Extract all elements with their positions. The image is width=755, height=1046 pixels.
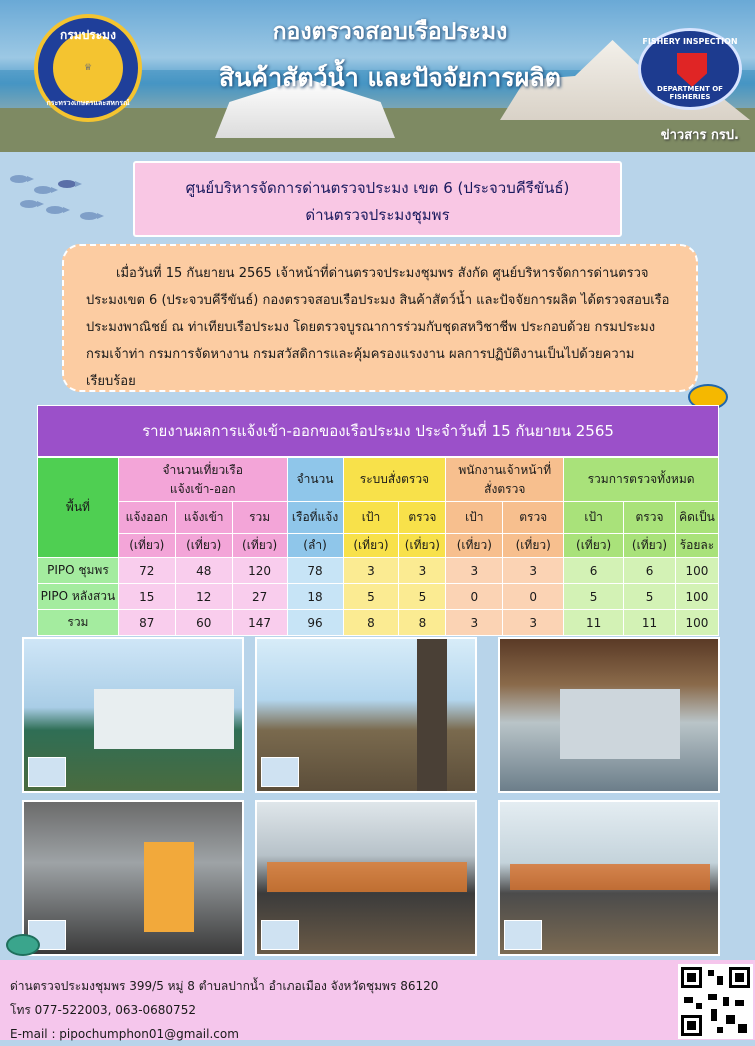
cell-staff-checked: 3	[503, 610, 564, 636]
header-trips-line1: จำนวนเที่ยวเรือ	[162, 462, 243, 477]
photo-crew-lineup	[255, 800, 477, 956]
subheader-out: แจ้งออก	[118, 502, 175, 534]
department-of-fisheries-logo	[34, 14, 142, 122]
map-thumbnail	[261, 920, 299, 950]
fishery-inspection-logo	[638, 28, 742, 110]
photo-fish-hold	[498, 637, 720, 793]
header-trips-line2: แจ้งเข้า-ออก	[169, 481, 236, 496]
unit-trip: (เที่ยว)	[232, 534, 287, 558]
cell-out: 87	[118, 610, 175, 636]
map-thumbnail	[261, 757, 299, 787]
logo-left-bottom-text: กระทรวงเกษตรและสหกรณ์	[46, 99, 130, 107]
page-title-line2: สินค้าสัตว์น้ำ และปัจจัยการผลิต	[219, 63, 561, 92]
header-ships: จำนวน	[287, 458, 343, 502]
cell-sum: 27	[232, 584, 287, 610]
life-vest-shape	[144, 842, 194, 932]
cell-sys-checked: 5	[399, 584, 446, 610]
crew-vests-shape	[267, 862, 467, 892]
cell-staff-target: 3	[446, 610, 503, 636]
cell-in: 60	[175, 610, 232, 636]
unit-trip: (เที่ยว)	[564, 534, 624, 558]
qr-code-icon[interactable]	[678, 964, 753, 1039]
header-area: พื้นที่	[38, 458, 119, 558]
cell-area: รวม	[38, 610, 119, 636]
cell-in: 48	[175, 558, 232, 584]
cell-staff-target: 3	[446, 558, 503, 584]
cell-area: PIPO หลังสวน	[38, 584, 119, 610]
cell-out: 72	[118, 558, 175, 584]
cell-out: 15	[118, 584, 175, 610]
table-row	[38, 584, 719, 610]
footer-address: ด่านตรวจประมงชุมพร 399/5 หมู่ 8 ตำบลปากน้ำ อำเภอเมือง จังหวัดชุมพร 86120	[10, 979, 439, 993]
report-table	[37, 457, 719, 636]
cell-in: 12	[175, 584, 232, 610]
header-total: รวมการตรวจทั้งหมด	[564, 458, 719, 502]
cell-total-target: 6	[564, 558, 624, 584]
cell-percent: 100	[675, 584, 718, 610]
cell-staff-checked: 3	[503, 558, 564, 584]
footer-contact	[0, 960, 755, 1040]
photo-document-check	[22, 800, 244, 956]
subheader-in: แจ้งเข้า	[175, 502, 232, 534]
cell-sys-target: 3	[343, 558, 399, 584]
checkpoint-name: ด่านตรวจประมงชุมพร	[305, 206, 450, 224]
boat-shape	[94, 689, 234, 749]
header-banner	[0, 0, 755, 152]
photo-crew-inspection	[498, 800, 720, 956]
unit-percent: ร้อยละ	[675, 534, 718, 558]
news-tag: ข่าวสาร กรป.	[660, 128, 739, 143]
header-trips	[118, 458, 287, 502]
emblem-icon: ♕	[53, 33, 123, 103]
page-title-line1: กองตรวจสอบเรือประมง	[272, 19, 508, 45]
fish-icon	[10, 175, 28, 183]
header-staff	[446, 458, 564, 502]
cell-percent: 100	[675, 610, 718, 636]
subheader-sum: รวม	[232, 502, 287, 534]
header-staff-line2: สั่งตรวจ	[484, 481, 526, 496]
photo-fishing-boat	[22, 637, 244, 793]
cell-ships: 96	[287, 610, 343, 636]
photo-officer-on-boat	[255, 637, 477, 793]
header-staff-line1: พนักงานเจ้าหน้าที่	[458, 462, 552, 477]
cell-total-checked: 6	[624, 558, 676, 584]
cell-total-target: 11	[564, 610, 624, 636]
fish-icon	[80, 212, 98, 220]
cell-sys-target: 8	[343, 610, 399, 636]
cell-sum: 120	[232, 558, 287, 584]
subheader-staff-checked: ตรวจ	[503, 502, 564, 534]
cell-total-checked: 11	[624, 610, 676, 636]
cell-staff-checked: 0	[503, 584, 564, 610]
subheader-total-checked: ตรวจ	[624, 502, 676, 534]
cell-ships: 18	[287, 584, 343, 610]
crew-vests-shape	[510, 864, 710, 890]
shield-icon	[677, 53, 707, 87]
unit-trip: (เที่ยว)	[343, 534, 399, 558]
subheader-percent: คิดเป็น	[675, 502, 718, 534]
office-name: ศูนย์บริหารจัดการด่านตรวจประมง เขต 6 (ประจวบคีรีขันธ์)	[185, 179, 570, 197]
cell-sum: 147	[232, 610, 287, 636]
unit-trip: (เที่ยว)	[175, 534, 232, 558]
table-row-total	[38, 610, 719, 636]
cell-area: PIPO ชุมพร	[38, 558, 119, 584]
unit-ship: (ลำ)	[287, 534, 343, 558]
cell-sys-target: 5	[343, 584, 399, 610]
logo-right-top-text: FISHERY INSPECTION	[642, 37, 738, 46]
cell-staff-target: 0	[446, 584, 503, 610]
logo-left-top-text: กรมประมง	[60, 28, 116, 42]
qr-pattern	[678, 964, 753, 1039]
cell-total-target: 5	[564, 584, 624, 610]
table-row	[38, 558, 719, 584]
report-title: รายงานผลการแจ้งเข้า-ออกของเรือประมง ประจำวันที่ 15 กันยายน 2565	[37, 405, 719, 457]
cell-total-checked: 5	[624, 584, 676, 610]
map-thumbnail	[28, 757, 66, 787]
header-system: ระบบสั่งตรวจ	[343, 458, 446, 502]
cell-ships: 78	[287, 558, 343, 584]
subheader-total-target: เป้า	[564, 502, 624, 534]
fish-icon	[58, 180, 76, 188]
fish-icon	[20, 200, 38, 208]
subheader-ships: เรือที่แจ้ง	[287, 502, 343, 534]
office-title-box	[133, 161, 622, 237]
map-thumbnail	[504, 920, 542, 950]
fish-catch-shape	[560, 689, 680, 759]
turtle-icon	[6, 934, 40, 956]
unit-trip: (เที่ยว)	[446, 534, 503, 558]
fish-icon	[34, 186, 52, 194]
unit-trip: (เที่ยว)	[503, 534, 564, 558]
unit-trip: (เที่ยว)	[624, 534, 676, 558]
unit-trip: (เที่ยว)	[399, 534, 446, 558]
cell-sys-checked: 3	[399, 558, 446, 584]
description-text: เมื่อวันที่ 15 กันยายน 2565 เจ้าหน้าที่ด่านตรวจประมงชุมพร สังกัด ศูนย์บริหารจัดการด่านตรวจประมงเขต 6 (ประจวบคีรีขันธ์) กองตรวจสอบเรือประมง สินค้าสัตว์น้ำ และปัจจัยการผลิต ได้ตรวจสอบเรือประมงพาณิชย์ ณ ท่าเทียบเรือประมง โดยตรวจบูรณาการร่วมกับชุดสหวิชาชีพ ประกอบด้วย กรมประมง กรมเจ้าท่า กรมการจัดหางาน กรมสวัสดิการและคุ้มครองแรงงาน ผลการปฏิบัติงานเป็นไปด้วยความเรียบร้อย	[86, 266, 670, 389]
pole-shape	[417, 639, 447, 793]
subheader-staff-target: เป้า	[446, 502, 503, 534]
subheader-sys-checked: ตรวจ	[399, 502, 446, 534]
fish-icon	[46, 206, 64, 214]
logo-right-bottom-text: DEPARTMENT OF FISHERIES	[657, 85, 723, 101]
cell-sys-checked: 8	[399, 610, 446, 636]
footer-phone: โทร 077-522003, 063-0680752	[10, 1003, 196, 1017]
unit-trip: (เที่ยว)	[118, 534, 175, 558]
cell-percent: 100	[675, 558, 718, 584]
description-box	[62, 244, 698, 392]
footer-email[interactable]: E-mail : pipochumphon01@gmail.com	[10, 1027, 239, 1041]
subheader-sys-target: เป้า	[343, 502, 399, 534]
